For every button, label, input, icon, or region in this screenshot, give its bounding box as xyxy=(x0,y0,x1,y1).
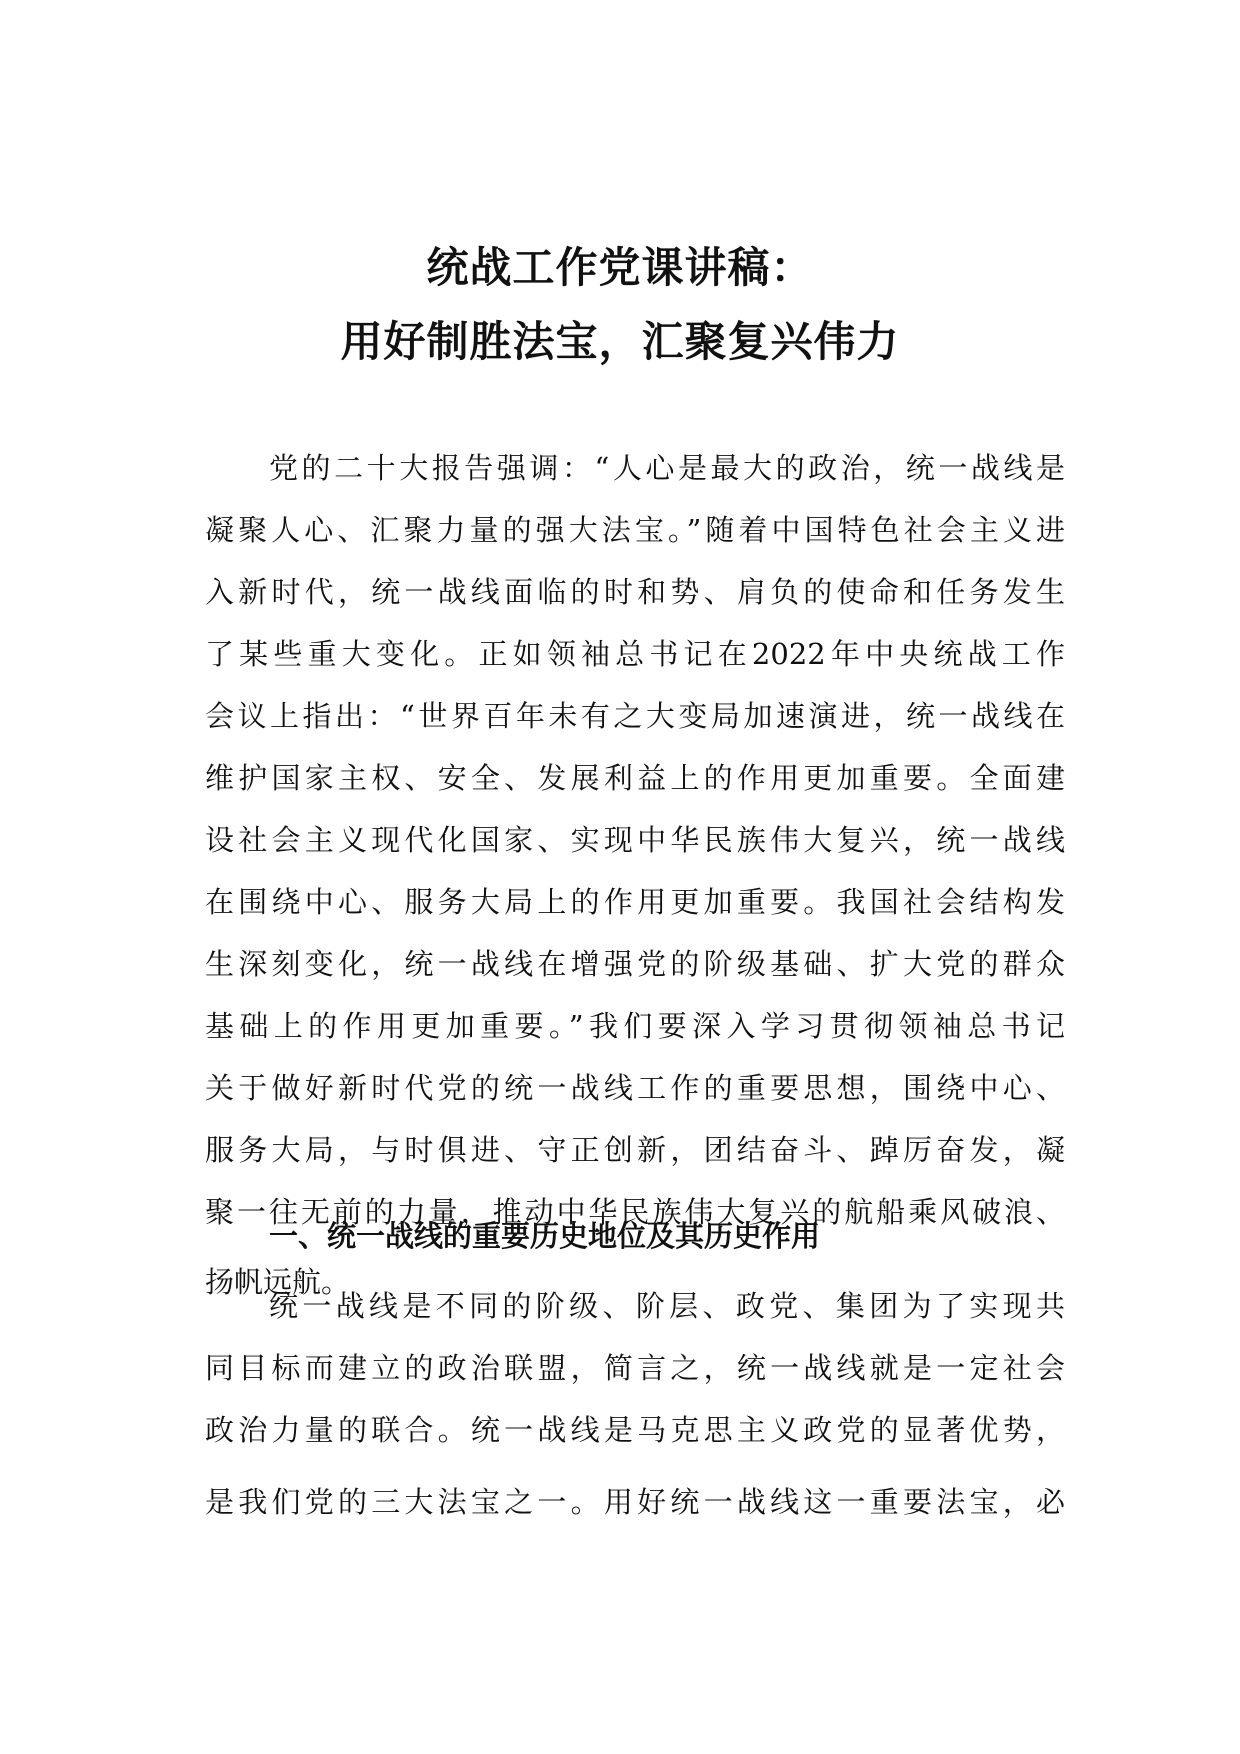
paragraph-line: 凝聚人心、汇聚力量的强大法宝。”随着中国特色社会主义进 xyxy=(205,513,1065,547)
paragraph-line: 统一战线是不同的阶级、阶层、政党、集团为了实现共 xyxy=(269,1289,1065,1323)
paragraph-line: 是我们党的三大法宝之一。用好统一战线这一重要法宝，必 xyxy=(205,1485,1065,1519)
paragraph-line: 在围绕中心、服务大局上的作用更加重要。我国社会结构发 xyxy=(205,885,1065,919)
paragraph-line: 设社会主义现代化国家、实现中华民族伟大复兴，统一战线 xyxy=(205,823,1065,857)
paragraph-line: 聚一往无前的力量，推动中华民族伟大复兴的航船乘风破浪、 xyxy=(205,1195,1065,1229)
paragraph-line: 基础上的作用更加重要。”我们要深入学习贯彻领袖总书记 xyxy=(205,1009,1065,1043)
paragraph-line: 关于做好新时代党的统一战线工作的重要思想，围绕中心、 xyxy=(205,1071,1065,1105)
section-heading: 一、统一战线的重要历史地位及其历史作用 xyxy=(269,1219,821,1253)
document-title-line-1: 统战工作党课讲稿： xyxy=(426,243,814,292)
intro-paragraph xyxy=(205,437,1065,1313)
paragraph-line: 入新时代，统一战线面临的时和势、肩负的使命和任务发生 xyxy=(205,575,1065,609)
section1-paragraph xyxy=(205,1275,1065,1533)
paragraph-line: 扬帆远航。 xyxy=(205,1265,351,1299)
paragraph-line: 了某些重大变化。正如领袖总书记在2022年中央统战工作 xyxy=(205,637,1065,671)
paragraph-line: 服务大局，与时俱进、守正创新，团结奋斗、踔厉奋发，凝 xyxy=(205,1133,1065,1167)
paragraph-line: 政治力量的联合。统一战线是马克思主义政党的显著优势， xyxy=(205,1413,1065,1447)
paragraph-line: 同目标而建立的政治联盟，简言之，统一战线就是一定社会 xyxy=(205,1351,1065,1385)
paragraph-line: 维护国家主权、安全、发展利益上的作用更加重要。全面建 xyxy=(205,761,1065,795)
paragraph-line: 会议上指出：“世界百年未有之大变局加速演进，统一战线在 xyxy=(205,699,1065,733)
paragraph-line: 党的二十大报告强调：“人心是最大的政治，统一战线是 xyxy=(269,451,1065,485)
paragraph-line: 生深刻变化，统一战线在增强党的阶级基础、扩大党的群众 xyxy=(205,947,1065,981)
document-title-line-2: 用好制胜法宝，汇聚复兴伟力 xyxy=(340,317,900,366)
